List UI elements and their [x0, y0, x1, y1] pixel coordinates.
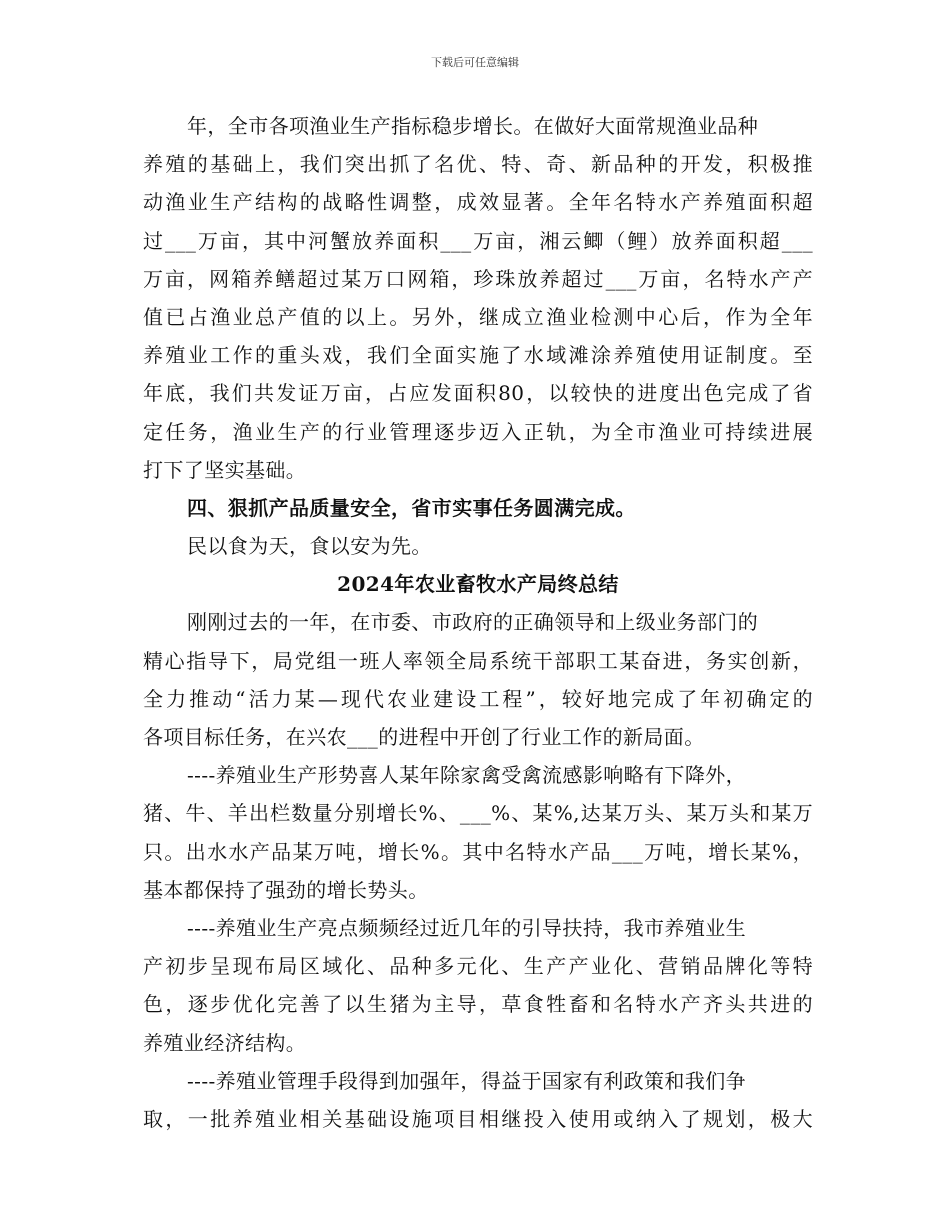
paragraph-line: 产初步呈现布局区域化、品种多元化、生产产业化、营销品牌化等特	[143, 954, 813, 979]
paragraph-line: 养殖的基础上，我们突出抓了名优、特、奇、新品种的开发，积极推	[143, 152, 813, 177]
paragraph-line: 猪、牛、羊出栏数量分别增长%、___%、某%,达某万头、某万头和某万	[143, 801, 813, 826]
paragraph-line: 色，逐步优化完善了以生猪为主导，草食牲畜和名特水产齐头共进的	[143, 992, 813, 1017]
paragraph-line: ----养殖业生产形势喜人某年除家禽受禽流感影响略有下降外，	[187, 763, 747, 788]
paragraph-line: ----养殖业生产亮点频频经过近几年的引导扶持，我市养殖业生	[187, 915, 747, 940]
paragraph-line: 过___万亩，其中河蟹放养面积___万亩，湘云鲫（鲤）放养面积超___	[143, 228, 813, 253]
paragraph-line: 万亩，网箱养鳝超过某万口网箱，珍珠放养超过___万亩，名特水产产	[143, 266, 813, 291]
paragraph-line: 只。出水水产品某万吨，增长%。其中名特水产品___万吨，增长某%，	[143, 839, 813, 864]
paragraph-line: 打下了坚实基础。	[143, 457, 307, 482]
paragraph-line: 养殖业工作的重头戏，我们全面实施了水域滩涂养殖使用证制度。至	[143, 343, 813, 368]
section-heading: 四、狠抓产品质量安全，省市实事任务圆满完成。	[187, 495, 636, 520]
paragraph-line: 年，全市各项渔业生产指标稳步增长。在做好大面常规渔业品种	[187, 114, 759, 138]
paragraph-line: 各项目标任务，在兴农___的进程中开创了行业工作的新局面。	[143, 725, 705, 749]
page-header: 下载后可任意编辑	[431, 56, 519, 69]
paragraph-line: 基本都保持了强劲的增长势头。	[143, 877, 429, 902]
paragraph-line: 动渔业生产结构的战略性调整，成效显著。全年名特水产养殖面积超	[143, 190, 813, 215]
paragraph-line: 定任务，渔业生产的行业管理逐步迈入正轨，为全市渔业可持续进展	[143, 419, 813, 444]
paragraph-line: 养殖业经济结构。	[143, 1030, 307, 1055]
paragraph-line: 刚刚过去的一年，在市委、市政府的正确领导和上级业务部门的	[187, 610, 759, 635]
document-body	[143, 107, 813, 1138]
paragraph-line: 值已占渔业总产值的以上。另外，继成立渔业检测中心后，作为全年	[143, 304, 813, 329]
paragraph-line: ----养殖业管理手段得到加强年，得益于国家有利政策和我们争	[187, 1068, 747, 1093]
paragraph-line: 年底，我们共发证万亩，占应发面积80，以较快的进度出色完成了省	[143, 381, 813, 406]
paragraph-line: 精心指导下，局党组一班人率领全局系统干部职工某奋进，务实创新，	[143, 648, 813, 673]
paragraph-line: 取，一批养殖业相关基础设施项目相继投入使用或纳入了规划，极大	[143, 1106, 813, 1131]
document-title: 2024年农业畜牧水产局终总结	[337, 572, 619, 597]
paragraph-line: 民以食为天，食以安为先。	[187, 534, 432, 559]
paragraph-line: 全力推动“活力某—现代农业建设工程”，较好地完成了年初确定的	[143, 686, 813, 711]
